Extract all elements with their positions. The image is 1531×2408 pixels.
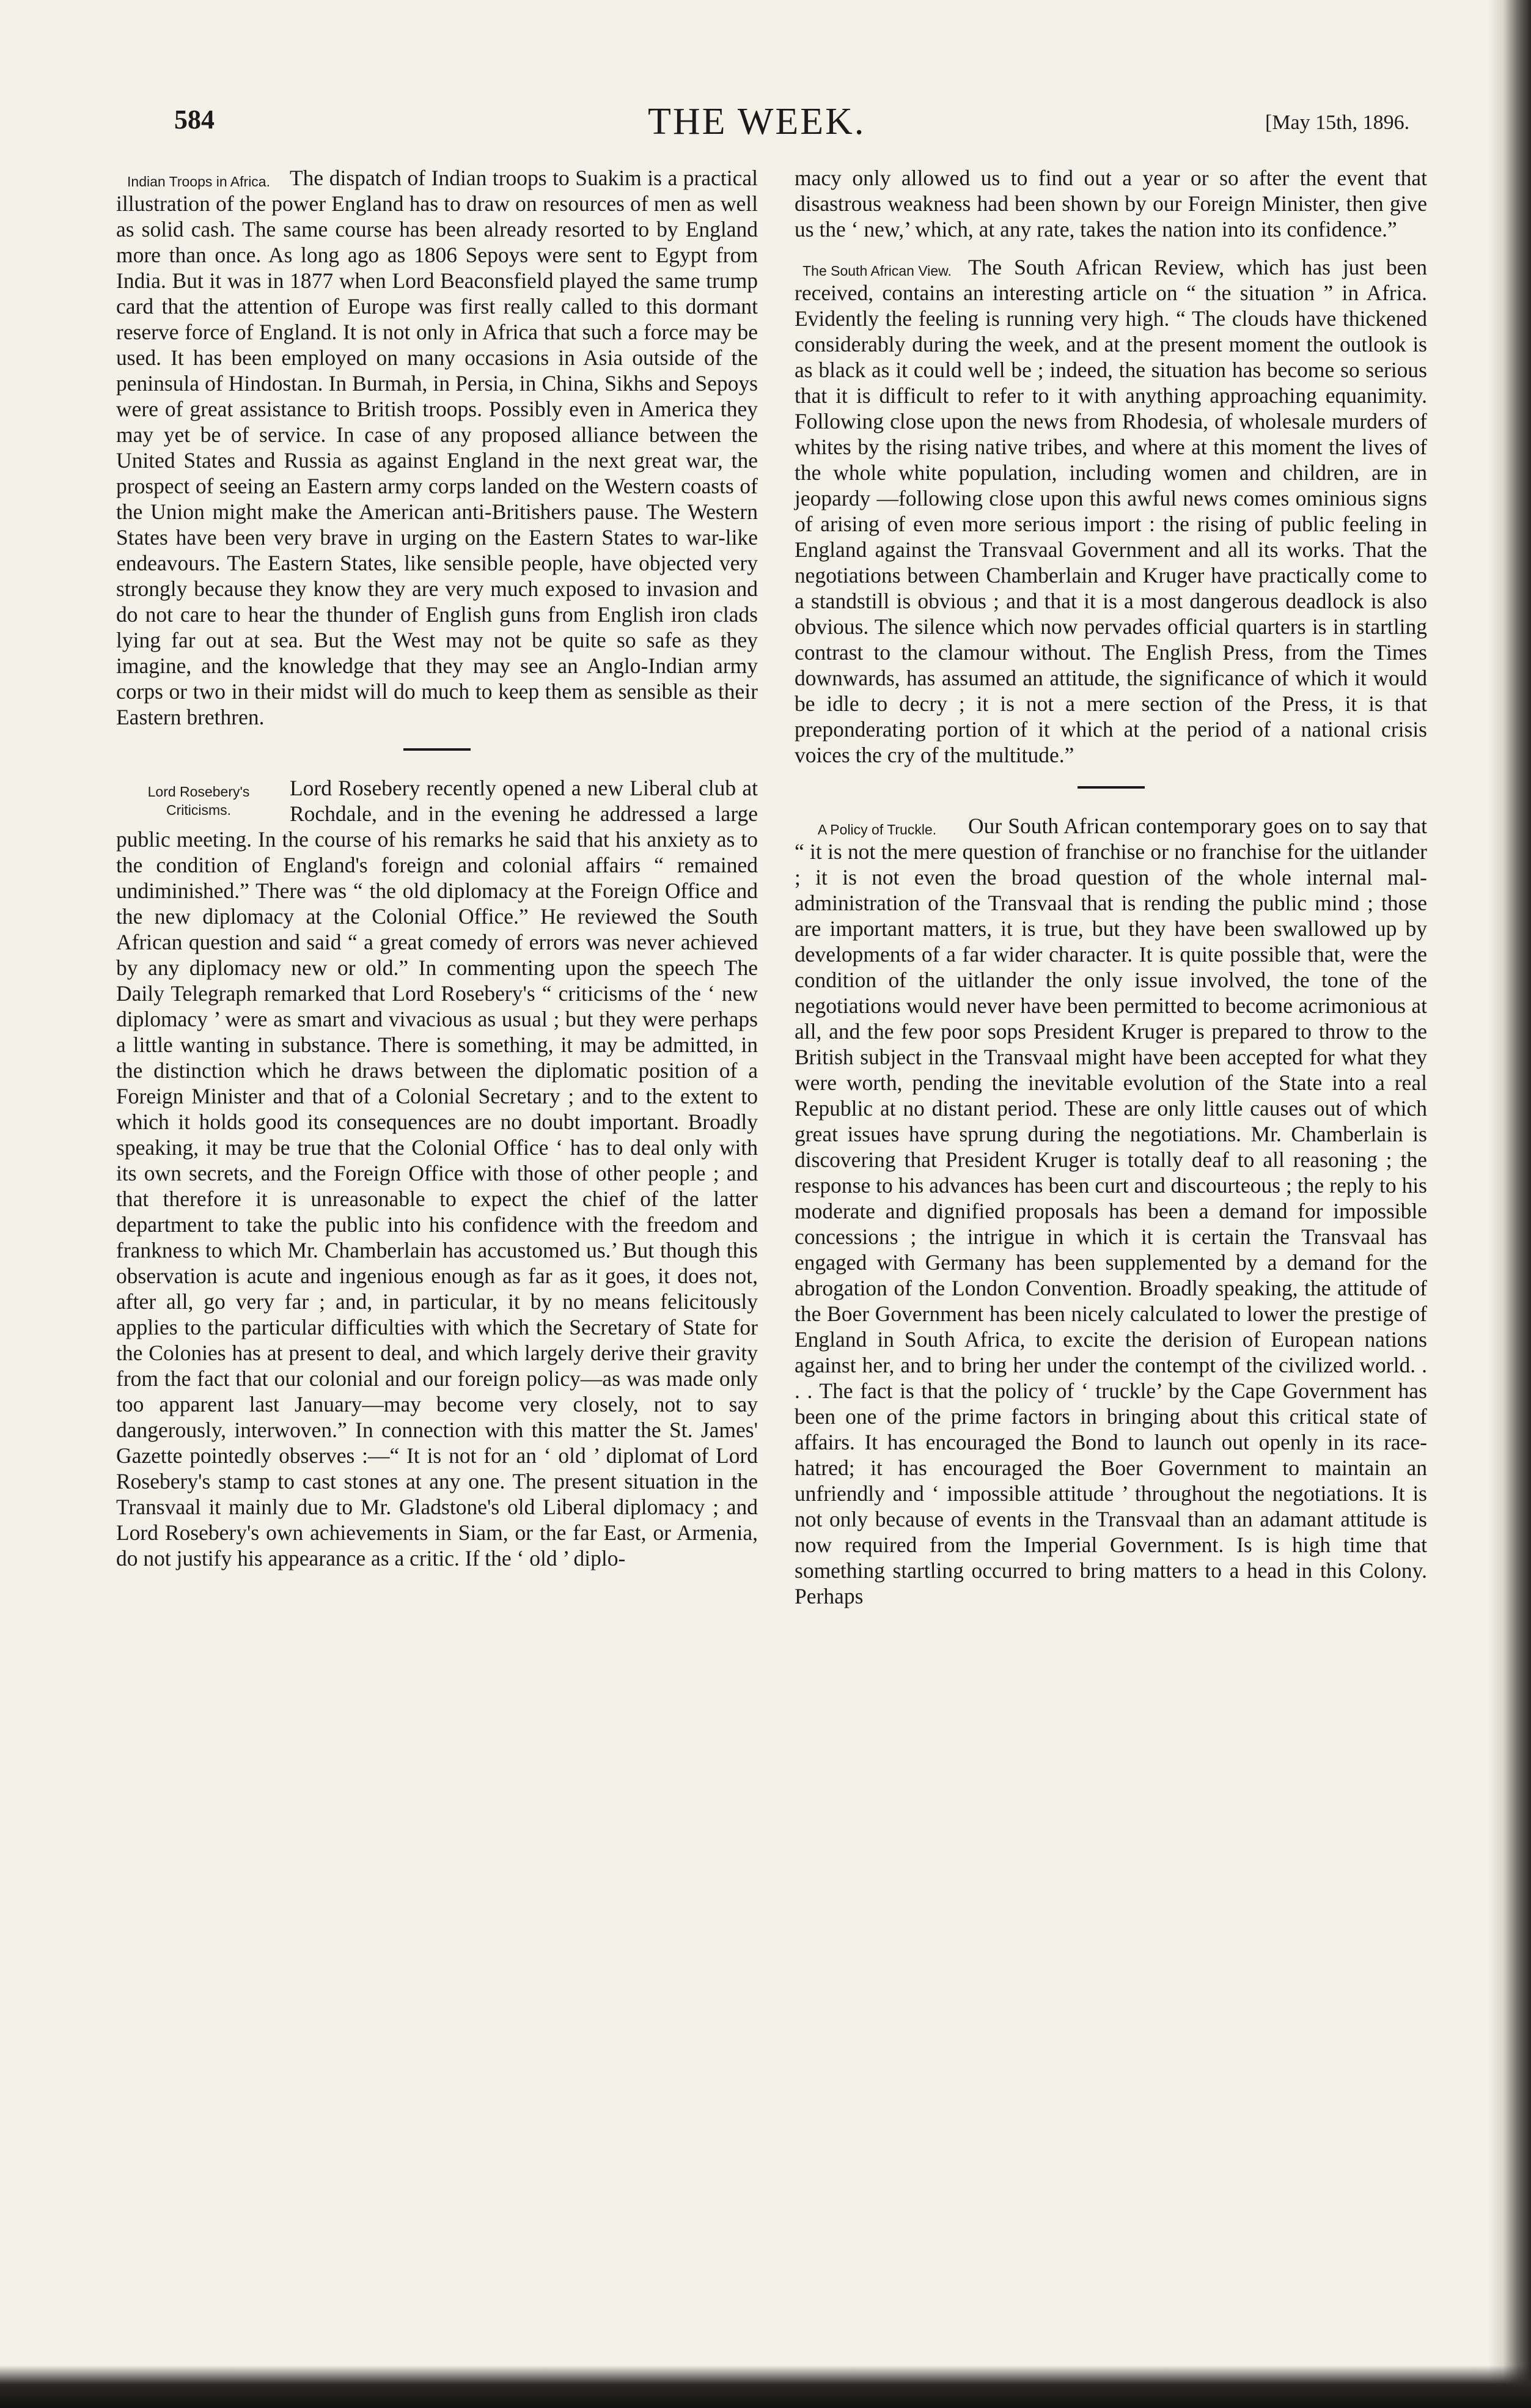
article-policy-of-truckle [795,813,1427,1609]
sidenote-policy-of-truckle: A Policy of Truckle. [817,822,937,838]
article-south-african-view [795,254,1427,768]
article-south-african-view-text: The South African Review, which has just been received, contains an interesting article on “ the situation ” in Africa. Evidently the feeling is running very high. “ The clouds have thickened considerably during the week, and at the present moment the outlook is as black as it could well be ; indeed, the situation has become so serious that it is difficult to refer to it with anything approaching equanimity. Following close upon the news from Rhodesia, of wholesale murders of whites by the rising native tribes, and where at this moment the lives of the whole white population, including women and children, are in jeopardy —following close upon this awful news comes ominious signs of arising of even more serious import : the rising of public feeling in England against the Transvaal Government and all its works. That the negotiations between Chamberlain and Kruger have practically come to a standstill is obvious ; and that it is a most dangerous deadlock is also obvious. The silence which now pervades official quarters is in startling contrast to the clamour without. The English Press, from the Times downwards, has assumed an attitude, the significance of which it would be idle to decry ; it is not a mere section of the Press, it is that preponderating portion of it which at the period of a national crisis voices the cry of the multitude.” [795,255,1427,767]
section-divider [403,748,471,751]
left-column [116,165,758,1571]
issue-date: [May 15th, 1896. [1265,111,1410,134]
sidenote-indian-troops: Indian Troops in Africa. [127,174,270,190]
page-edge-shadow-right [1488,0,1531,2408]
running-title: THE WEEK. [648,101,866,142]
right-column [795,165,1427,1609]
article-lord-rosebery [116,775,758,1571]
article-policy-of-truckle-text: Our South African contemporary goes on to say that “ it is not the mere question of franchise or no franchise for the uitlander ; it is not even the broad question of the whole internal mal-administration of the Transvaal that is rending the public mind ; those are important matters, it is true, but they have been swallowed up by developments of a far wider character. It is quite possible that, were the condition of the uitlander the only issue involved, the tone of the negotiations would never have been permitted to become acrimonious at all, and the few poor sops President Kruger is prepared to throw to the British subject in the Transvaal might have been accepted for what they were worth, pending the inevitable evolution of the State into a real Republic at no distant period. These are only little causes out of which great issues have sprung during the negotiations. Mr. Chamberlain is discovering that President Kruger is totally deaf to all reasoning ; the response to his advances has been curt and discourteous ; the reply to his moderate and dignified proposals has been a demand for impossible concessions ; the intrigue in which it is certain the Transvaal has engaged with Germany has been supplemented by a demand for the abrogation of the London Convention. Broadly speaking, the attitude of the Boer Government has been nicely calculated to lower the prestige of England in South Africa, to excite the derision of European nations against her, and to bring her under the contempt of the civilized world. . . . The fact is that the policy of ‘ truckle’ by the Cape Government has been one of the prime factors in bringing about this critical state of affairs. It has encouraged the Bond to launch out openly in its race-hatred; it has encouraged the Boer Government to maintain an unfriendly and ‘ impossible attitude ’ throughout the negotiations. It is not only because of events in the Transvaal than an adamant attitude is now required from the Imperial Government. Is is high time that something startling occurred to bring matters to a head in this Colony. Perhaps [795,814,1427,1608]
sidenote-lord-rosebery: Lord Rosebery's Criticisms. [147,784,250,818]
article-indian-troops [116,165,758,730]
article-lord-rosebery-text: Lord Rosebery recently opened a new Liberal club at Rochdale, and in the evening he addressed a large public meeting. In the course of his remarks he said that his anxiety as to the condition of England's foreign and colonial affairs “ remained undiminished.” There was “ the old diplomacy at the Foreign Office and the new diplomacy at the Colonial Office.” He reviewed the South African question and said “ a great comedy of errors was never achieved by any diplomacy new or old.” In commenting upon the speech The Daily Telegraph remarked that Lord Rosebery's “ criticisms of the ‘ new diplomacy ’ were as smart and vivacious as usual ; but they were perhaps a little wanting in substance. There is something, it may be admitted, in the distinction which he draws between the diplomatic position of a Foreign Minister and that of a Colonial Secretary ; and to the extent to which it holds good its consequences are no doubt important. Broadly speaking, it may be true that the Colonial Office ‘ has to deal only with its own secrets, and the Foreign Office with those of other people ; and that therefore it is unreasonable to expect the chief of the latter department to take the public into his confidence with the freedom and frankness to which Mr. Chamberlain has accustomed us.’ But though this observation is acute and ingenious enough as far as it goes, it does not, after all, go very far ; and, in particular, it by no means felicitously applies to the particular difficulties with which the Secretary of State for the Colonies has at present to deal, and which largely derive their gravity from the fact that our colonial and our foreign policy—as was made only too apparent last January—may become very closely, not to say dangerously, interwoven.” In connection with this matter the St. James' Gazette pointedly observes :—“ It is not for an ‘ old ’ diplomat of Lord Rosebery's stamp to cast stones at any one. The present situation in the Transvaal it mainly due to Mr. Gladstone's old Liberal diplomacy ; and Lord Rosebery's own achievements in Siam, or the far East, or Armenia, do not justify his appearance as a critic. If the ‘ old ’ diplo- [116,776,758,1570]
article-indian-troops-text: The dispatch of Indian troops to Suakim is a practical illustration of the power England has to draw on resources of men as well as solid cash. The same course has been already resorted to by England more than once. As long ago as 1806 Sepoys were sent to Egypt from India. But it was in 1877 when Lord Beaconsfield played the same trump card that the attention of Europe was first really called to this dormant reserve force of England. It is not only in Africa that such a force may be used. It has been employed on many occasions in Asia outside of the peninsula of Hindostan. In Burmah, in Persia, in China, Sikhs and Sepoys were of great assistance to British troops. Possibly even in America they may yet be of service. In case of any proposed alliance between the United States and Russia as against England in the next great war, the prospect of seeing an Eastern army corps landed on the Western coasts of the Union might make the American anti-Britishers pause. The Western States have been very brave in urging on the Eastern States to war-like endeavours. The Eastern States, like sensible people, have objected very strongly because they know they are very much exposed to invasion and do not care to hear the thunder of English guns from English iron clads lying far out at sea. But the West may not be quite so safe as they imagine, and the knowledge that they may see an Anglo-Indian army corps or two in their midst will do much to keep them as sensible as their Eastern brethren. [116,166,758,729]
page-number: 584 [174,105,215,134]
page-header [0,101,1485,159]
page-edge-shadow-bottom [0,2365,1531,2408]
sidenote-south-african-view: The South African View. [802,263,952,279]
article-lord-rosebery-continuation: macy only allowed us to find out a year or so after the event that disastrous weakness had been shown by our Foreign Minister, then give us the ‘ new,’ which, at any rate, takes the nation into its confidence.” [795,166,1427,241]
section-divider [1078,786,1145,789]
